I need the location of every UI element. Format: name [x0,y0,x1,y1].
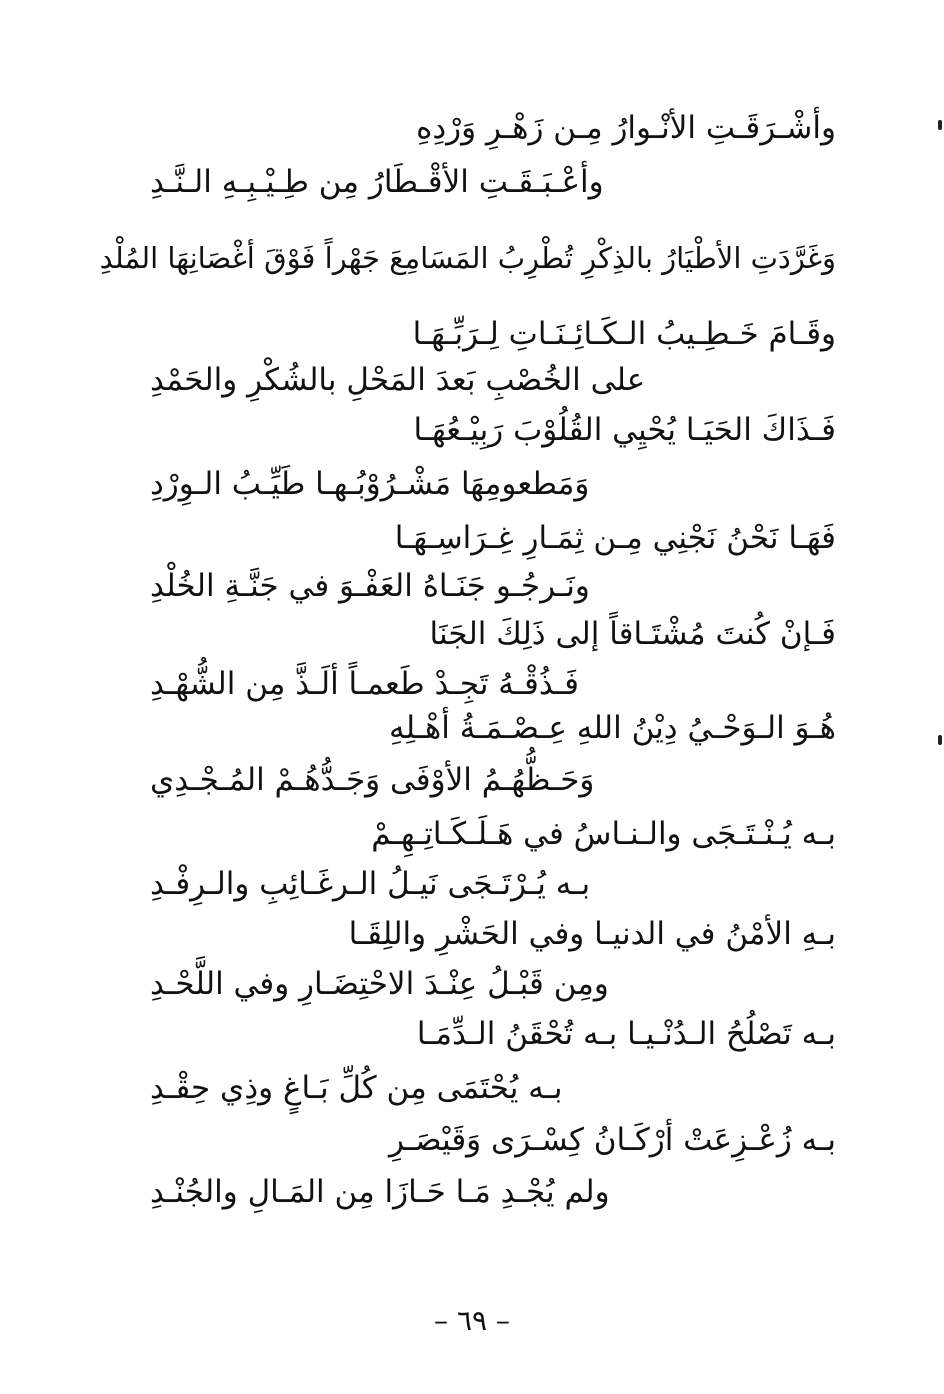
poem-line: وَحَـظُّهُـمُ الأوْفَى وَجَـدُّهُـمْ المُـجْـدِي [150,762,595,798]
poem-line: بـه يُحْتَمَى مِن كُلِّ بَـاغٍ وذِي حِقْـدِ [150,1070,563,1106]
page-number: – ٦٩ – [434,1304,510,1337]
poem-line: على الخُصْبِ بَعدَ المَحْلِ بالشُكْرِ والحَمْدِ [150,362,646,398]
poem-line: فَهَـا نَحْنُ نَجْنِي مِـن ثِمَـارِ غِـرَاسِـهَـا [394,520,836,556]
poem-line: ومِن قَبْـلُ عِنْـدَ الاحْتِضَـارِ وفي اللَّحْـدِ [150,966,609,1002]
poem-line: بـه يُـنْـتَـجَى والـنـاسُ في هَـلَـكَـاتِـهِـمْ [371,816,836,852]
poem-line: فَـذَاكَ الحَيَـا يُحْيِي القُلُوْبَ رَبِيْـعُهَـا [413,412,836,448]
poem-line: وَمَطعومِهَا مَشْـرُوْبُـهـا طَيِّـبُ الـوِرْدِ [150,466,590,502]
poem-line: بـه يُـرْتَـجَى نَيـلُ الـرغَـائِبِ والـرِفْـدِ [150,866,591,902]
poem-line: بـهِ الأمْنُ في الدنيـا وفي الحَشْرِ واللِقَـا [348,916,836,952]
poem-line: بـه زُعْـزِعَتْ أرْكَـانُ كِسْـرَى وَقَيْصَـرِ [388,1122,836,1158]
poem-line: فَـإنْ كُنتَ مُشْتَـاقاً إلى ذَلِكَ الجَنَا [429,616,836,652]
poem-line: وَغَرَّدَتِ الأطْيَارُ بالذِكْرِ تُطْرِبُ المَسَامِعَ جَهْراً فَوْقَ أغْصَانِهَا المُلْدِ [99,241,836,275]
poem-line: بـه تَصْلُحُ الـدُنْـيـا بـه تُحْقَنُ الـدِّمَـا [416,1016,836,1052]
poem-line: ولم يُجْـدِ مَـا حَـازَا مِن المَـالِ والجُنْـدِ [150,1174,610,1210]
poem-line: فَـذُقْـهُ تَجِـدْ طَعمـاً ألَـذَّ مِن الشُّهْـدِ [150,666,580,702]
poem-line: ونَـرجُـو جَنَـاهُ العَفْـوَ في جَنَّـةِ الخُلْدِ [150,568,590,604]
scan-edge-mark [938,120,942,130]
scan-edge-mark [938,735,942,745]
poem-line: وأعْـبَـقَـتِ الأقْـطَارُ مِن طِـيْـبِـهِ الـنَّـدِ [150,164,604,200]
poem-line: هُـوَ الـوَحْـيُ دِيْنُ اللهِ عِـصْـمَـةُ أهْـلِهِ [388,710,836,746]
poem-line: وأشْـرَقَـتِ الأنْـوارُ مِـن زَهْـرِ وَرْدِهِ [416,110,836,146]
poem-line: وقَـامَ خَـطِـيبُ الـكَـائِـنَـاتِ لِـرَبِّـهَـا [412,316,836,352]
